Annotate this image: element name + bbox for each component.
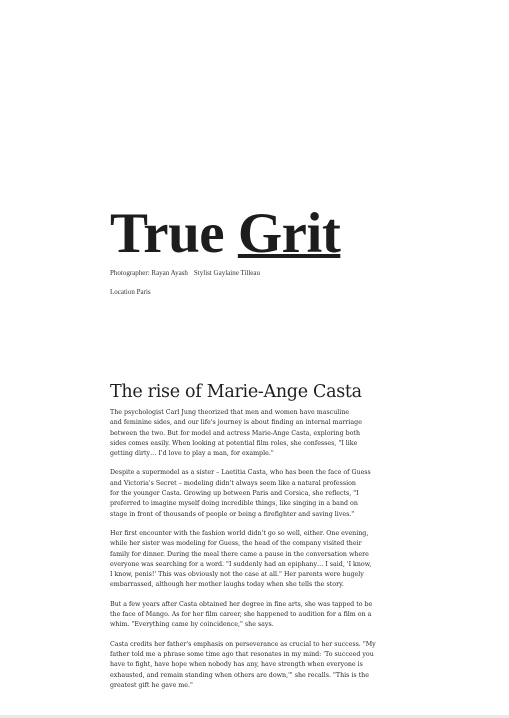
paragraph-line: whim. "Everything came by coincidence," she says. [110, 621, 274, 629]
paragraph-line: sides comes easily. When looking at potential film roles, she confesses, "I like [110, 439, 358, 447]
paragraph-line: between the two. But for model and actress Marie-Ange Casta, exploring both [110, 429, 361, 437]
paragraph-5 [110, 640, 376, 691]
paragraph-line: and feminine sides, and our life's journey is about finding an internal marriage [110, 419, 362, 427]
paragraph-line: I know, penis!' This was obviously not the case at all." Her parents were hugely [110, 571, 364, 579]
article-title-true: True [110, 202, 238, 265]
article-subtitle: The rise of Marie-Ange Casta [110, 382, 362, 402]
paragraph-line: preferred to imagine myself doing incredible things, like singing in a band on [110, 500, 358, 508]
paragraph-line: for the younger Casta. Growing up between Paris and Corsica, she reflects, "I [110, 490, 359, 498]
article-title [110, 202, 341, 265]
paragraph-line: greatest gift he gave me." [110, 681, 193, 689]
paragraph-line: father told me a phrase some time ago that resonates in my mind: 'To succeed you [110, 650, 374, 658]
paragraph-line: Despite a supermodel as a sister – Laetitia Casta, who has been the face of Guess [110, 469, 371, 477]
paragraph-2 [110, 468, 371, 519]
photo-credits [110, 268, 260, 278]
paragraph-4 [110, 600, 373, 631]
paragraph-line: Casta credits her father's emphasis on perseverance as crucial to her success. "My [110, 640, 376, 648]
paragraph-1 [110, 408, 362, 459]
paragraph-line: stage in front of thousands of people or being a firefighter and saving lives." [110, 510, 355, 518]
photographer-credit: Photographer: Rayan Ayash [110, 269, 188, 277]
paragraph-line: and Victoria's Secret – modeling didn't always seem like a natural profession [110, 479, 356, 487]
paragraph-line: while her sister was modeling for Guess, the head of the company visited their [110, 540, 362, 548]
paragraph-line: family for dinner. During the meal there came a pause in the conversation where [110, 550, 369, 558]
stylist-credit: Stylist Gaylaine Tilleau [193, 269, 261, 277]
paragraph-line: the face of Mango. As for her film career, she happened to audition for a film on a [110, 611, 372, 619]
paragraph-line: everyone was searching for a word. "I suddenly had an epiphany… I said, 'I know, [110, 560, 372, 568]
article-title-grit: Grit [237, 202, 341, 265]
paragraph-line: The psychologist Carl Jung theorized that men and women have masculine [110, 409, 350, 416]
paragraph-line: Her first encounter with the fashion world didn't go so well, either. One evening, [110, 529, 369, 537]
paragraph-3 [110, 529, 372, 591]
location-credit: Location Paris [110, 288, 151, 296]
paragraph-line: getting dirty… I'd love to play a man, for example." [110, 450, 274, 458]
paragraph-line: have to fight, have hope when nobody has any, have strength when everyone is [110, 661, 363, 669]
article-body [110, 408, 376, 700]
paragraph-line: exhausted, and remain standing when others are down,'" she recalls. "This is the [110, 671, 369, 679]
paragraph-line: But a few years after Casta obtained her degree in fine arts, she was tapped to be [110, 600, 373, 608]
paragraph-line: embarrassed, although her mother laughs today when she tells the story. [110, 581, 344, 589]
